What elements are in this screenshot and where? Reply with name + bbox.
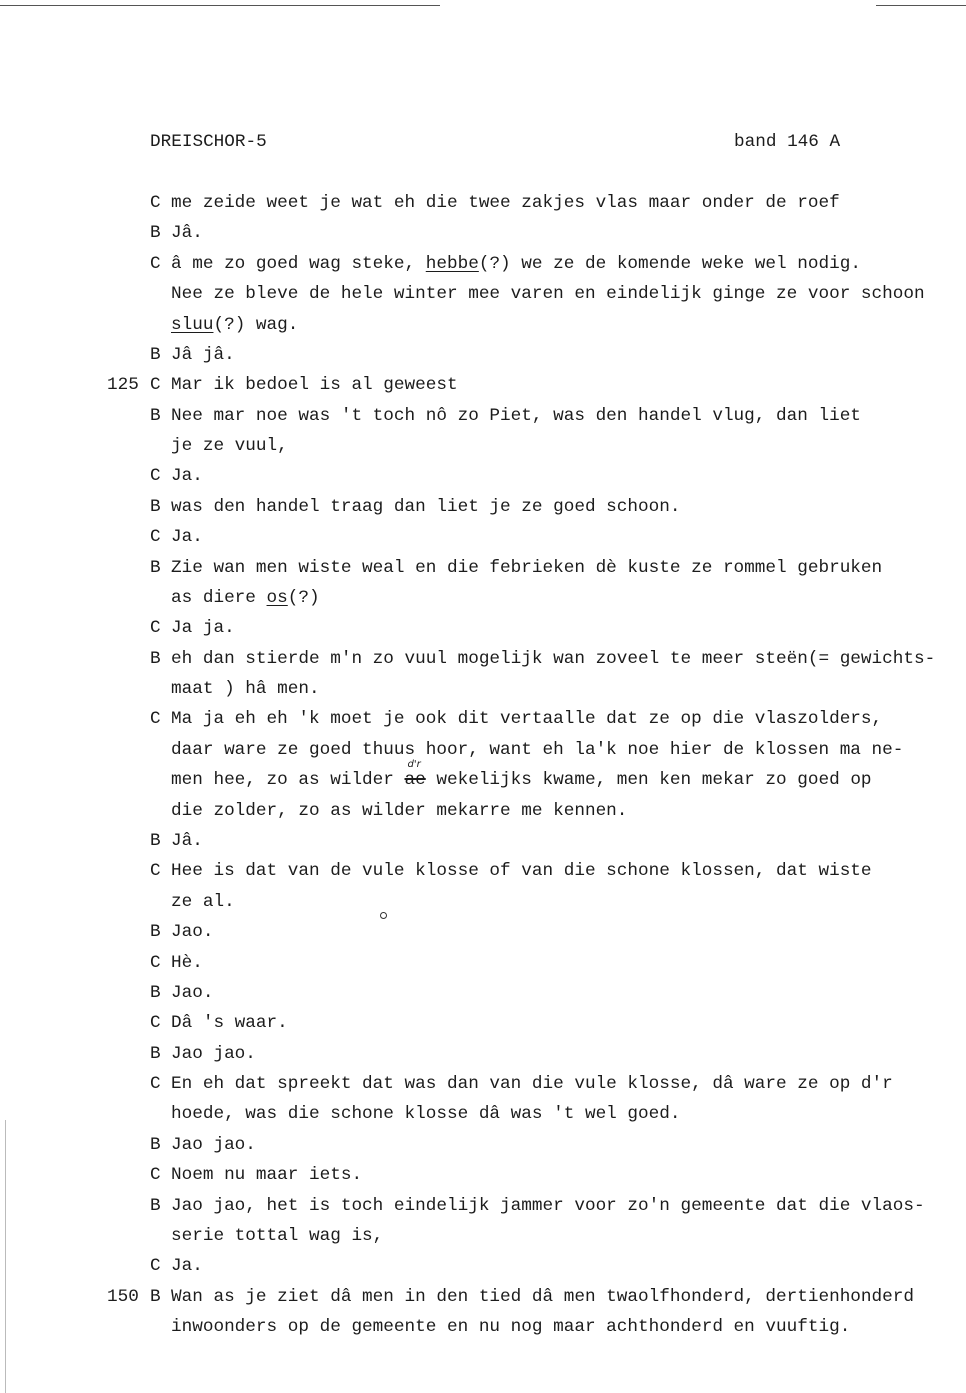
utterance-text: Ja. (171, 1256, 203, 1277)
transcript-line (0, 796, 966, 826)
speaker-label: B (150, 405, 161, 426)
utterance-text: maat ) hâ men. (171, 679, 320, 700)
utterance-text: eh dan stierde m'n zo vuul mogelijk wan zoveel te meer steën(= gewichts- (171, 648, 936, 669)
underlined-uncertain-word: sluu (171, 314, 214, 335)
utterance (171, 431, 288, 461)
utterance-text: daar ware ze goed thuus hoor, want eh la'k noe hier de klossen ma ne- (171, 739, 904, 760)
utterance (171, 310, 298, 340)
speaker-label: B (150, 1043, 161, 1064)
utterance-text: Jao. (171, 922, 214, 943)
transcript-line (0, 401, 966, 431)
utterance (171, 218, 203, 248)
transcript-line (0, 1191, 966, 1221)
utterance (171, 1130, 256, 1160)
utterance-text: Noem nu maar iets. (171, 1165, 363, 1186)
transcript-line (0, 461, 966, 491)
transcript-line (0, 340, 966, 370)
transcript-line (0, 674, 966, 704)
utterance (171, 674, 320, 704)
utterance-text: ze al. (171, 891, 235, 912)
utterance (171, 826, 203, 856)
utterance-text: wekelijks kwame, men ken mekar zo goed op (425, 770, 872, 791)
utterance-text: Jao. (171, 982, 214, 1003)
transcript-line (0, 613, 966, 643)
transcript-line (0, 1008, 966, 1038)
utterance-text: Jao jao. (171, 1134, 256, 1155)
speaker-label: B (150, 1286, 161, 1307)
transcript-line (0, 431, 966, 461)
utterance (171, 553, 882, 583)
transcript-line (0, 1099, 966, 1129)
speaker-label: C (150, 253, 161, 274)
utterance (171, 279, 925, 309)
utterance-text: â me zo goed wag steke, (171, 253, 426, 274)
speaker-label: C (150, 861, 161, 882)
utterance-text: Jâ. (171, 223, 203, 244)
utterance (171, 583, 320, 613)
speaker-label: B (150, 344, 161, 365)
utterance-text: Jao jao, het is toch eindelijk jammer voor zo'n gemeente dat die vlaos- (171, 1195, 925, 1216)
speaker-label: C (150, 952, 161, 973)
speaker-label: B (150, 1195, 161, 1216)
utterance-text: Ja. (171, 527, 203, 548)
utterance (171, 856, 872, 886)
utterance (171, 759, 872, 795)
transcript-line (0, 1069, 966, 1099)
utterance (171, 917, 213, 947)
utterance (171, 340, 235, 370)
transcript-line (0, 218, 966, 248)
transcript-line (0, 249, 966, 279)
utterance-text: Hee is dat van de vule klosse of van die schone klossen, dat wiste (171, 861, 872, 882)
transcript-line (0, 704, 966, 734)
transcript-line (0, 310, 966, 340)
speaker-label: B (150, 830, 161, 851)
utterance-text: je ze vuul, (171, 436, 288, 457)
utterance (171, 1312, 850, 1342)
utterance-text: Hè. (171, 952, 203, 973)
utterance (171, 978, 213, 1008)
utterance (171, 644, 935, 674)
utterance (171, 249, 861, 279)
utterance (171, 887, 235, 917)
transcript-line (0, 279, 966, 309)
transcript-line (0, 759, 966, 795)
utterance-text: Jâ. (171, 830, 203, 851)
speaker-label: B (150, 1134, 161, 1155)
speaker-label: B (150, 557, 161, 578)
utterance-text: Mar ik bedoel is al geweest (171, 375, 458, 396)
utterance-text: (?) wag. (213, 314, 299, 335)
speaker-label: C (150, 527, 161, 548)
utterance (171, 1221, 383, 1251)
utterance (171, 735, 903, 765)
transcript-line (0, 826, 966, 856)
utterance (171, 522, 203, 552)
transcript-line (0, 887, 966, 917)
speaker-label: C (150, 1074, 161, 1095)
utterance-text: men hee, zo as wilder (171, 770, 405, 791)
transcript-line (0, 917, 966, 947)
speaker-label: B (150, 648, 161, 669)
transcript-line (0, 370, 966, 400)
utterance-text: (?) (287, 587, 320, 608)
utterance (171, 704, 882, 734)
transcript-line (0, 1039, 966, 1069)
utterance-text: inwoonders op de gemeente en nu nog maar achthonderd en vuuftig. (171, 1317, 851, 1338)
utterance (171, 1251, 203, 1281)
speaker-label: C (150, 1165, 161, 1186)
transcript-line (0, 978, 966, 1008)
speaker-label: B (150, 496, 161, 517)
utterance-text: Nee mar noe was 't toch nô zo Piet, was den handel vlug, dan liet (171, 405, 861, 426)
utterance-text: was den handel traag dan liet je ze goed schoon. (171, 496, 681, 517)
transcript-line (0, 1160, 966, 1190)
speaker-label: C (150, 193, 161, 213)
document-title: DREISCHOR-5 (150, 132, 267, 152)
utterance-text: Jao jao. (171, 1043, 256, 1064)
speaker-label: B (150, 223, 161, 244)
utterance (171, 461, 203, 491)
utterance (171, 401, 861, 431)
top-edge-rule-right (876, 5, 966, 6)
transcript-line (0, 735, 966, 765)
utterance-text: me zeide weet je wat eh die twee zakjes vlas maar onder de roef (171, 193, 840, 213)
utterance-text: Ja. (171, 466, 203, 487)
utterance-text: serie tottal wag is, (171, 1225, 384, 1246)
utterance-text: hoede, was die schone klosse dâ was 't wel goed. (171, 1104, 681, 1125)
utterance (171, 1282, 914, 1312)
transcript-line (0, 1221, 966, 1251)
transcript-line (0, 1251, 966, 1281)
utterance (171, 1008, 288, 1038)
line-number: 125 (107, 375, 139, 396)
speaker-label: B (150, 982, 161, 1003)
utterance-text: Wan as je ziet dâ men in den tied dâ men twaolfhonderd, dertienhonderd (171, 1286, 914, 1307)
speaker-label: C (150, 466, 161, 487)
transcript-line (0, 1282, 966, 1312)
handwritten-correction: d'r (407, 759, 421, 771)
transcript-line (0, 583, 966, 613)
transcript-line (0, 948, 966, 978)
utterance (171, 188, 840, 218)
utterance-text: Jâ jâ. (171, 344, 235, 365)
utterance (171, 1069, 893, 1099)
utterance-text: as diere (171, 587, 267, 608)
struck-out-word (404, 759, 426, 791)
speaker-label: C (150, 709, 161, 730)
utterance (171, 370, 458, 400)
speaker-label: C (150, 1256, 161, 1277)
utterance (171, 613, 235, 643)
utterance-text: Zie wan men wiste weal en die febrieken dè kuste ze rommel gebruken (171, 557, 883, 578)
utterance (171, 1191, 925, 1221)
transcript-line (0, 1130, 966, 1160)
utterance (171, 1160, 362, 1190)
utterance (171, 1039, 256, 1069)
tape-reference: band 146 A (734, 132, 841, 152)
utterance (171, 796, 627, 826)
utterance (171, 948, 203, 978)
line-number: 150 (107, 1286, 139, 1307)
underlined-uncertain-word: os (266, 587, 288, 608)
speaker-label: C (150, 1013, 161, 1034)
speaker-label: B (150, 922, 161, 943)
transcript-line (0, 644, 966, 674)
speaker-label: C (150, 618, 161, 639)
struck-text: ae (404, 770, 426, 791)
utterance (171, 492, 680, 522)
speaker-label: C (150, 375, 161, 396)
underlined-uncertain-word: hebbe (425, 253, 479, 274)
utterance-text: (?) we ze de komende weke wel nodig. (478, 253, 861, 274)
utterance-text: Ja ja. (171, 618, 235, 639)
transcript-line (0, 492, 966, 522)
top-edge-rule-left (0, 5, 440, 6)
transcript-line (0, 1312, 966, 1342)
transcript-line (0, 522, 966, 552)
utterance-text: Dâ 's waar. (171, 1013, 288, 1034)
transcript-line (0, 553, 966, 583)
transcript-line (0, 188, 966, 218)
utterance-text: Ma ja eh eh 'k moet je ook dit vertaalle dat ze op die vlaszolders, (171, 709, 883, 730)
utterance-text: die zolder, zo as wilder mekarre me kennen. (171, 800, 628, 821)
transcript-line (0, 856, 966, 886)
utterance-text: Nee ze bleve de hele winter mee varen en eindelijk ginge ze voor schoon (171, 284, 925, 305)
utterance (171, 1099, 680, 1129)
utterance-text: En eh dat spreekt dat was dan van die vule klosse, dâ ware ze op d'r (171, 1074, 893, 1095)
